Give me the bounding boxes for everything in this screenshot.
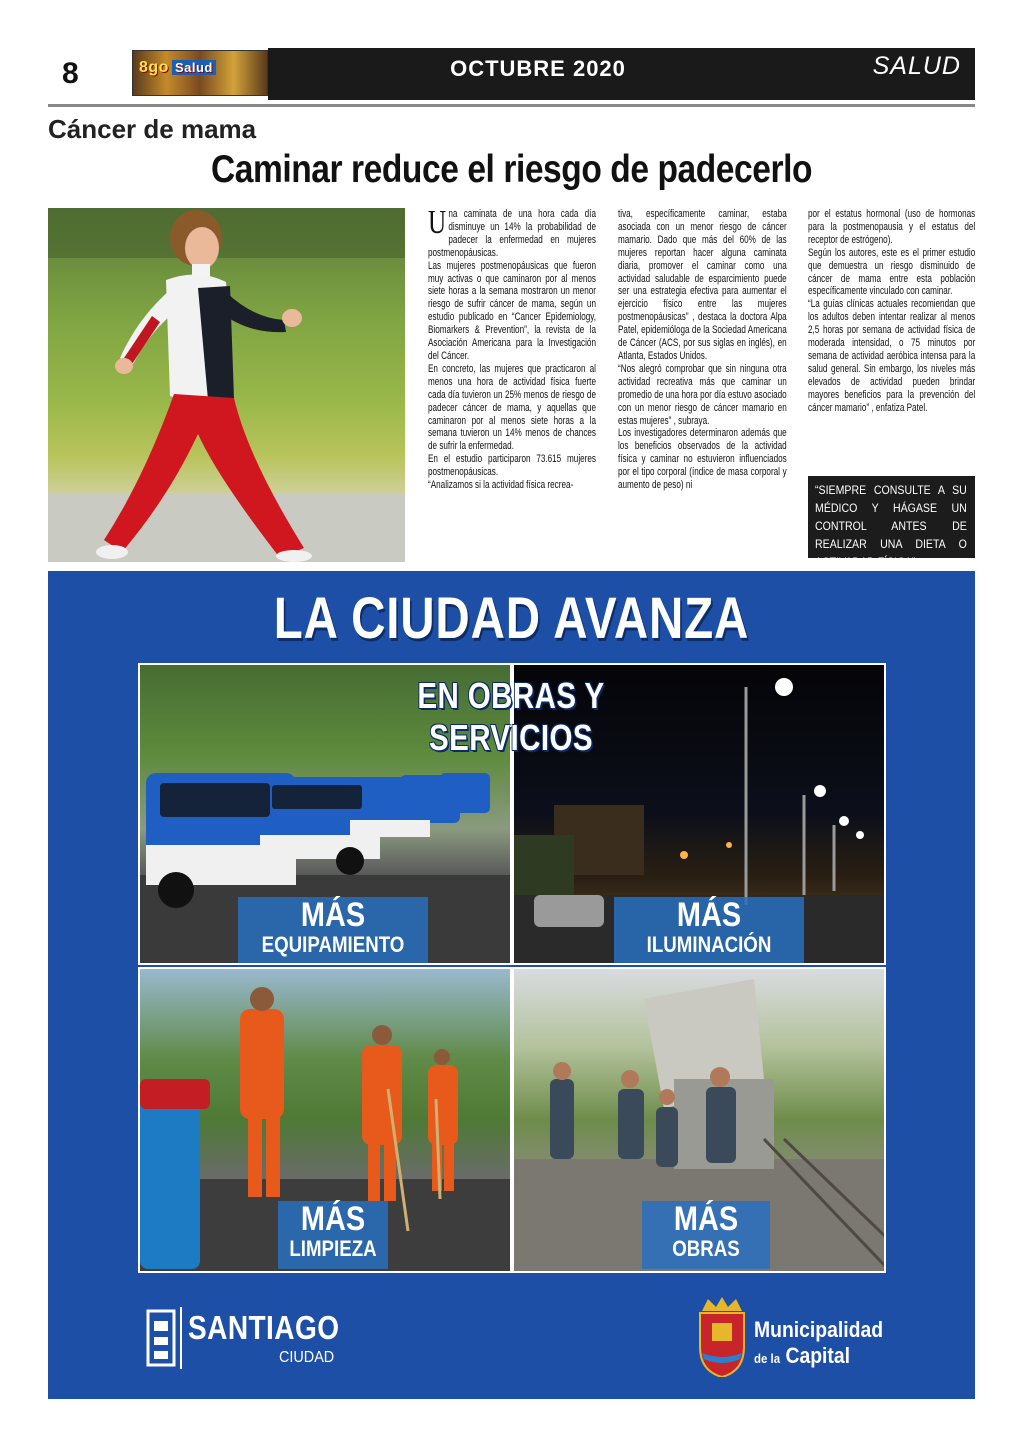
municipalidad-logo	[696, 1297, 896, 1379]
panel-works	[512, 967, 886, 1273]
panel-label-equipment: MÁS EQUIPAMIENTO	[238, 897, 428, 965]
issue-date: OCTUBRE 2020	[450, 56, 626, 81]
article-headline: Caminar reduce el riesgo de padecerlo	[210, 148, 813, 191]
de-la-capital-text: de la Capital	[754, 1343, 851, 1368]
publication-logo	[132, 50, 268, 96]
logo-text-a: 8go	[139, 59, 169, 76]
article-paragraph: Las mujeres postmenopáusicas que fueron muy activas o que caminaron por al menos siete horas a la semana mostraron un menor riesgo de sufrir cáncer de mama, según un estudio publicado en “Cancer Epidemiology, Biomarkers & Prevention”, la revista de la Asociación Americana para la Investigación del Cáncer.	[428, 259, 596, 362]
ad-title: LA CIUDAD AVANZA	[273, 586, 750, 651]
page-header	[48, 48, 975, 100]
panel-label-works: MÁS OBRAS	[642, 1201, 770, 1269]
santiago-emblem-icon	[144, 1307, 184, 1369]
article-paragraph: Una caminata de una hora cada día disminuye un 14% la probabilidad de padecer la enfermedad en mujeres postmenopáusicas.	[428, 204, 596, 259]
article-paragraph: “Analizamos si la actividad física recrea-	[428, 479, 574, 492]
article-paragraph: En el estudio participaron 73.615 mujeres postmenopáusicas.	[428, 453, 596, 479]
header-rule	[48, 104, 975, 107]
article-paragraph: por el estatus hormonal (uso de hormonas para la postmenopausia y el estatus del receptor de estrógeno).	[808, 208, 976, 246]
article-paragraph: Según los autores, este es el primer estudio que demuestra un riesgo disminuido de cáncer de mama entre esta población específicamente vinculado con caminar.	[808, 246, 976, 298]
ad-subtitle: EN OBRAS Y SERVICIOS	[417, 675, 605, 758]
article-paragraph: tiva, específicamente caminar, estaba asociada con un menor riesgo de cáncer mamario. Dado que más del 60% de las mujeres reportan hacer alguna caminata diaria, promover el caminar como una actividad saludable de esparcimiento puede ser una estrategia efectiva para aumentar el ejercicio físico entre las mujeres postmenopáusicas” , destaca la doctora Alpa Patel, epidemióloga de la Sociedad Americana de Cáncer (ACS, por sus siglas en inglés), en Atlanta, Estados Unidos.	[618, 208, 787, 362]
municipal-advertisement	[48, 571, 975, 1399]
santiago-sub: CIUDAD	[279, 1349, 335, 1366]
article-paragraph: Los investigadores determinaron además que los beneficios observados de la actividad física y caminar no estuvieron influenciados por el tipo corporal (índice de masa corporal y aumento de peso) ni	[618, 427, 787, 492]
article-column-3	[808, 208, 975, 415]
page-number: 8	[48, 48, 130, 100]
article-paragraph: En concreto, las mujeres que practicaron al menos una hora de actividad física fuerte cada día tuvieron un 25% menos de riesgo de padecer cáncer de mama, y aquellas que caminaron por al menos siete horas a la semana tuvieron un 14% menos de chances de sufrir la enfermedad.	[428, 362, 596, 453]
article-column-1	[428, 204, 596, 492]
ad-subtitle-banner	[296, 673, 726, 758]
pull-quote-box	[808, 476, 975, 569]
logo-text-b: Salud	[172, 60, 216, 75]
drop-cap: U	[428, 204, 447, 241]
article-kicker: Cáncer de mama	[48, 114, 257, 144]
walking-woman-illustration	[48, 208, 405, 562]
panel-label-lighting: MÁS ILUMINACIÓN	[614, 897, 804, 965]
pull-quote: “SIEMPRE CONSULTE A SU MÉDICO Y HÁGASE UN CONTROL ANTES DE REALIZAR UNA DIETA O ACTIVADAD FÍSICA”	[815, 485, 967, 569]
municipalidad-text: Municipalidad	[754, 1317, 884, 1342]
article-paragraph: “Nos alegró comprobar que sin ninguna otra actividad recreativa más que caminar un promedio de una hora por día estuvo asociado con un menor riesgo de cáncer mamario en estas mujeres” , subraya.	[618, 362, 787, 427]
panel-label-cleaning: MÁS LIMPIEZA	[278, 1201, 388, 1269]
article-paragraph: “La guías clínicas actuales recomiendan que los adultos deben intentar realizar al menos 2,5 horas por semana de actividad física de moderada intensidad, o 75 minutos por semana de actividad aeróbica intensa para la salud general. Sin embargo, los niveles más elevados de actividad pueden brindar mayores beneficios para la prevención del cáncer mamario” , enfatiza Patel.	[808, 298, 976, 414]
panel-cleaning	[138, 967, 512, 1273]
coat-of-arms-icon	[696, 1297, 748, 1377]
section-name: SALUD	[872, 52, 961, 80]
article-column-2	[618, 208, 787, 492]
header-bar	[268, 48, 975, 100]
santiago-name: SANTIAGO	[188, 1309, 340, 1346]
santiago-ciudad-logo	[144, 1307, 344, 1371]
walking-woman-photo	[48, 208, 405, 562]
